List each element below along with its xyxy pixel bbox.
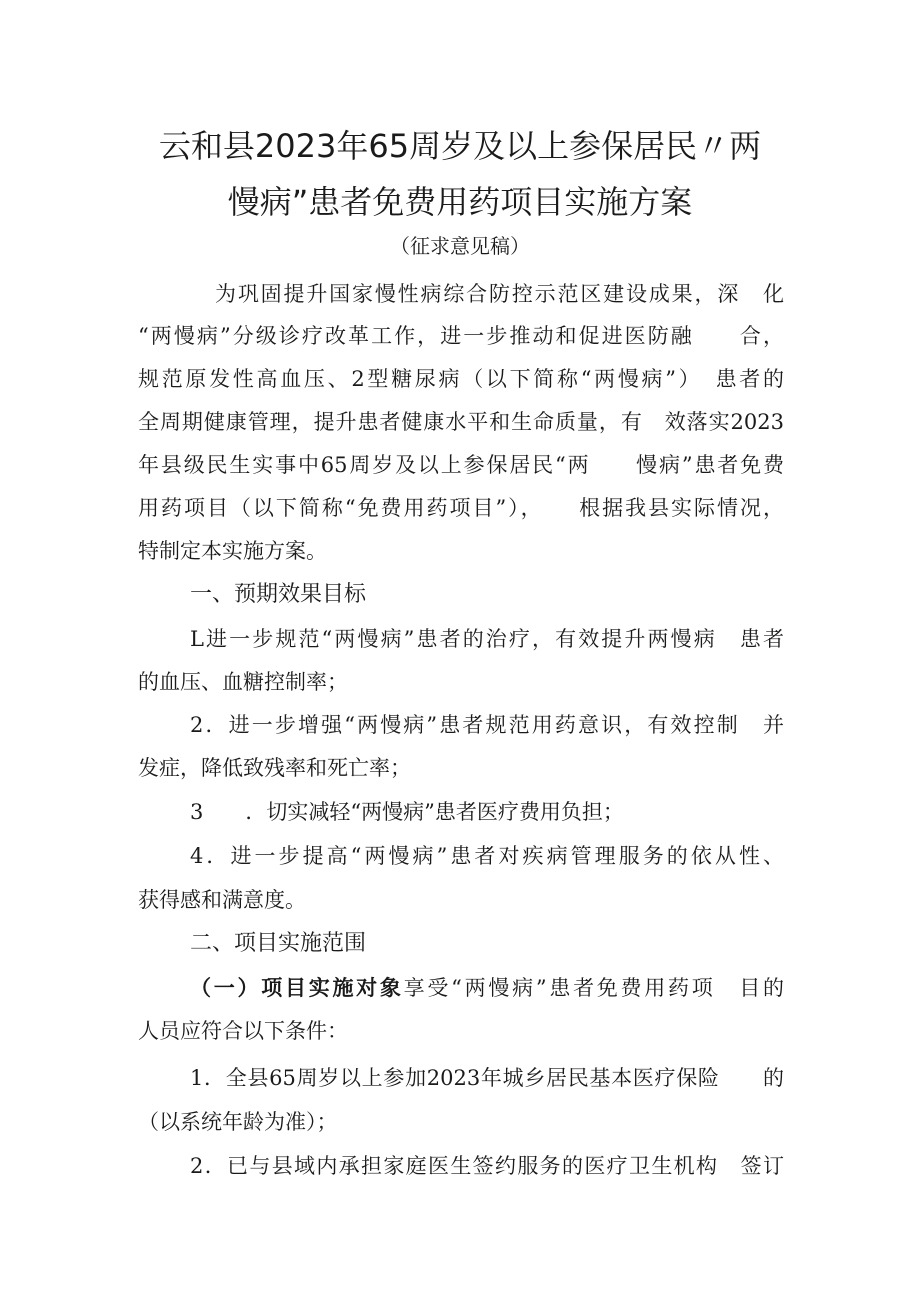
goal-item-continuation: 获得感和满意度。 (138, 888, 306, 912)
goal-item-continuation: 的血压、血糖控制率； (138, 670, 348, 694)
goal-item: 4．进一步提高“两慢病”患者对疾病管理服务的依从性、 (190, 844, 784, 868)
condition-item-continuation: （以系统年龄为准）； (138, 1110, 338, 1134)
intro-line: 规范原发性高血压、2型糖尿病（以下简称“两慢病”） 患者的 (138, 367, 784, 391)
subsection-line (190, 974, 784, 1002)
section-heading-goals: 一、预期效果目标 (190, 582, 367, 607)
document-title-line-2: 慢病”患者免费用药项目实施方案 (227, 183, 693, 221)
condition-item: 1．全县65周岁以上参加2023年城乡居民基本医疗保险 的 (190, 1066, 784, 1090)
goal-item: 3 ．切实减轻“两慢病”患者医疗费用负担； (190, 800, 624, 824)
section-heading-scope: 二、项目实施范围 (190, 931, 367, 956)
goal-item: 2．进一步增强“两慢病”患者规范用药意识，有效控制 并 (190, 713, 784, 737)
subsection-heading-target: （一）项目实施对象 (190, 976, 404, 1000)
intro-line: 用药项目（以下简称“免费用药项目”）， 根据我县实际情况， (138, 496, 784, 520)
goal-item-continuation: 发症，降低致残率和死亡率； (138, 756, 411, 780)
intro-line: “两慢病”分级诊疗改革工作，进一步推动和促进医防融 合， (138, 324, 784, 348)
condition-item: 2．已与县域内承担家庭医生签约服务的医疗卫生机构 签订 (190, 1154, 784, 1178)
goal-item: L进一步规范“两慢病”患者的治疗，有效提升两慢病 患者 (190, 627, 784, 651)
subsection-text: 享受“两慢病”患者免费用药项 目的 (403, 976, 784, 1000)
document-title-line-1: 云和县2023年65周岁及以上参保居民〃两 (158, 127, 762, 165)
intro-line: 全周期健康管理，提升患者健康水平和生命质量，有 效落实2023 (138, 410, 784, 434)
intro-line: 特制定本实施方案。 (138, 539, 327, 563)
intro-line: 为巩固提升国家慢性病综合防控示范区建设成果，深 化 (215, 282, 784, 306)
document-subtitle: （征求意见稿） (390, 234, 530, 258)
subsection-continuation: 人员应符合以下条件： (138, 1019, 348, 1043)
intro-line: 年县级民生实事中65周岁及以上参保居民“两 慢病”患者免费 (138, 453, 784, 477)
